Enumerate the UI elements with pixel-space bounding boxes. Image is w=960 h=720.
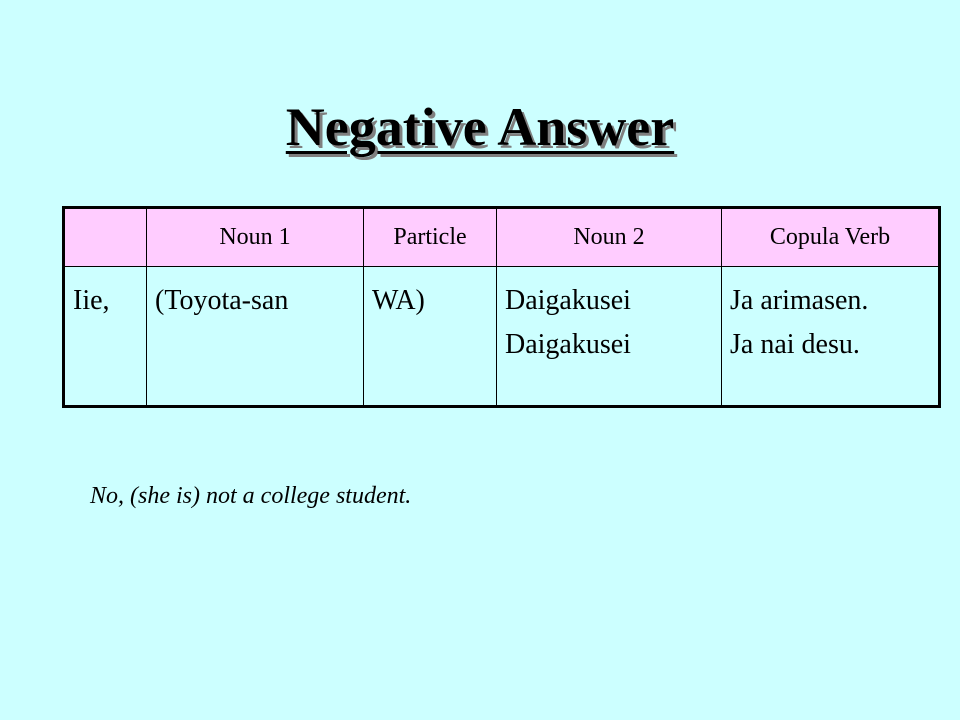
cell-copula xyxy=(722,267,940,407)
cell-interjection xyxy=(64,267,147,407)
noun2-line-1: Daigakusei xyxy=(505,285,631,316)
table-header-row xyxy=(64,208,940,267)
header-cell-particle: Particle xyxy=(364,208,497,267)
noun2-line-2: Daigakusei xyxy=(505,329,631,360)
header-cell-noun1: Noun 1 xyxy=(147,208,364,267)
copula-line-1: Ja arimasen. xyxy=(730,285,869,316)
slide-title: Negative Answer xyxy=(285,97,675,157)
cell-particle xyxy=(364,267,497,407)
cell-noun2 xyxy=(497,267,722,407)
table-row xyxy=(64,267,940,407)
cell-noun1 xyxy=(147,267,364,407)
noun1-text: (Toyota-san xyxy=(155,285,289,316)
header-cell-copula-verb: Copula Verb xyxy=(722,208,940,267)
header-cell-noun2: Noun 2 xyxy=(497,208,722,267)
particle-text: WA) xyxy=(372,285,425,316)
english-translation: No, (she is) not a college student. xyxy=(90,483,412,509)
interjection-text: Iie, xyxy=(73,285,110,316)
header-cell-empty xyxy=(64,208,147,267)
copula-line-2: Ja nai desu. xyxy=(730,329,860,360)
grammar-table xyxy=(62,206,941,408)
